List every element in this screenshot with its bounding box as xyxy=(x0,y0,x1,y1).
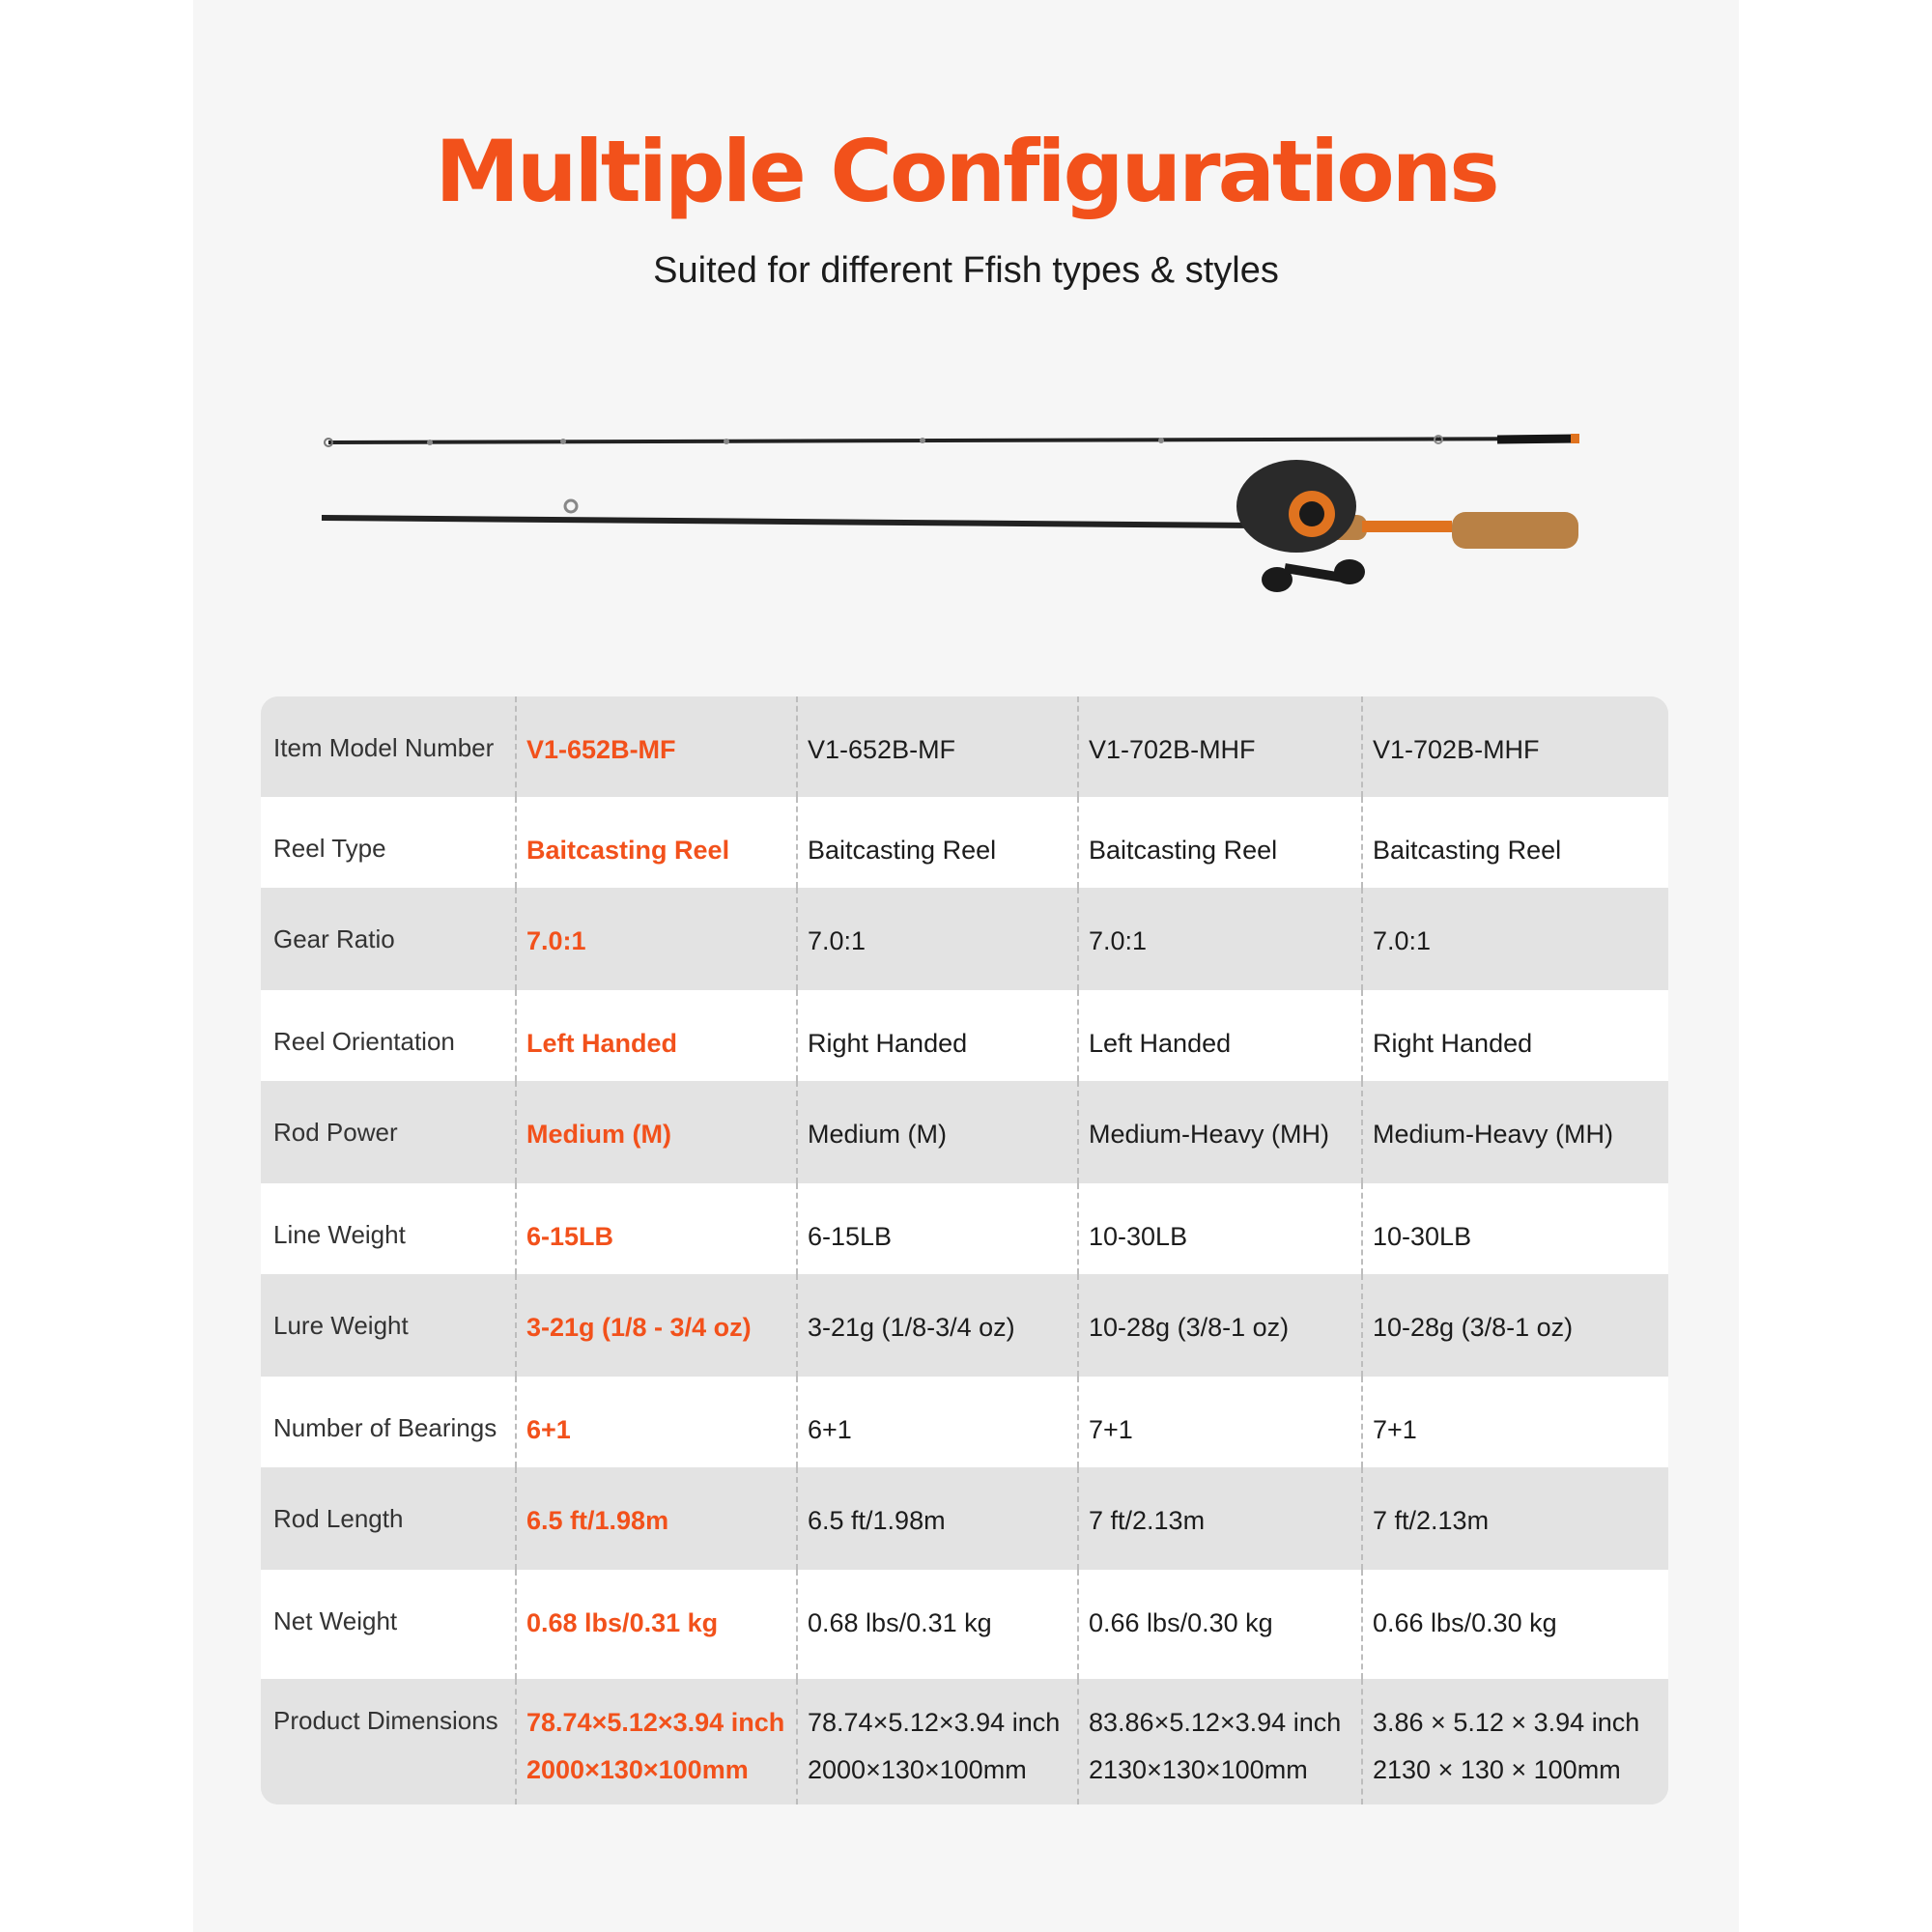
cell-text: Left Handed xyxy=(1089,1029,1232,1058)
cell-text: Right Handed xyxy=(1373,1029,1533,1058)
cell-text: 0.66 lbs/0.30 kg xyxy=(1373,1608,1557,1637)
row-label: Line Weight xyxy=(273,1220,406,1249)
cell-text: V1-702B-MHF xyxy=(1373,735,1540,764)
table-row xyxy=(261,1570,1668,1679)
highlighted-value-cell xyxy=(515,797,796,888)
value-cell xyxy=(1077,1377,1361,1467)
highlighted-value-cell xyxy=(515,1081,796,1183)
value-cell xyxy=(796,888,1077,990)
highlighted-value-cell xyxy=(515,1679,796,1804)
table-row xyxy=(261,797,1668,888)
value-cell xyxy=(1077,888,1361,990)
cell-text: Baitcasting Reel xyxy=(1373,836,1562,865)
value-cell xyxy=(1077,1274,1361,1377)
value-cell xyxy=(1361,1467,1668,1570)
rod-butt-section xyxy=(322,500,1578,549)
value-cell xyxy=(796,1377,1077,1467)
highlighted-value-cell xyxy=(515,1467,796,1570)
table-row xyxy=(261,990,1668,1081)
cell-text: Medium-Heavy (MH) xyxy=(1373,1120,1614,1149)
baitcasting-reel xyxy=(1236,460,1365,592)
cell-text: 0.68 lbs/0.31 kg xyxy=(808,1608,992,1637)
cell-text: Baitcasting Reel xyxy=(526,836,730,865)
cell-text: 7+1 xyxy=(1373,1415,1417,1444)
value-cell xyxy=(796,1081,1077,1183)
cell-text: 7.0:1 xyxy=(526,926,586,955)
highlighted-value-cell xyxy=(515,1570,796,1679)
cell-text: 78.74×5.12×3.94 inch xyxy=(808,1708,1061,1737)
cell-text: Medium-Heavy (MH) xyxy=(1089,1120,1330,1149)
cell-text: 10-28g (3/8-1 oz) xyxy=(1089,1313,1290,1342)
value-cell xyxy=(1361,888,1668,990)
cell-text: 7 ft/2.13m xyxy=(1089,1506,1206,1535)
cell-text: 10-28g (3/8-1 oz) xyxy=(1373,1313,1574,1342)
cell-text: 7.0:1 xyxy=(1373,926,1432,955)
cell-text: V1-652B-MF xyxy=(526,735,676,764)
value-cell xyxy=(796,990,1077,1081)
value-cell xyxy=(1077,1570,1361,1679)
cell-text: 10-30LB xyxy=(1089,1222,1188,1251)
row-label: Net Weight xyxy=(273,1606,398,1635)
spec-table xyxy=(261,696,1668,1804)
value-cell xyxy=(796,797,1077,888)
cell-text: Baitcasting Reel xyxy=(1089,836,1278,865)
row-label: Rod Length xyxy=(273,1504,404,1533)
highlighted-value-cell xyxy=(515,990,796,1081)
cell-text-line2: 2000×130×100mm xyxy=(526,1755,749,1784)
table-row xyxy=(261,888,1668,990)
row-label: Product Dimensions xyxy=(273,1706,498,1735)
cell-text-line2: 2130 × 130 × 100mm xyxy=(1373,1755,1621,1784)
row-label: Reel Orientation xyxy=(273,1027,455,1056)
cell-text: 7+1 xyxy=(1089,1415,1133,1444)
value-cell xyxy=(1361,797,1668,888)
cell-text: 0.66 lbs/0.30 kg xyxy=(1089,1608,1273,1637)
cell-text: 6+1 xyxy=(526,1415,571,1444)
value-cell xyxy=(1361,1081,1668,1183)
row-label: Gear Ratio xyxy=(273,924,395,953)
highlighted-value-cell xyxy=(515,696,796,797)
cell-text: Baitcasting Reel xyxy=(808,836,997,865)
cell-text: 6-15LB xyxy=(526,1222,614,1251)
table-row xyxy=(261,1467,1668,1570)
value-cell xyxy=(1361,1183,1668,1274)
value-cell xyxy=(796,1467,1077,1570)
cell-text-line2: 2130×130×100mm xyxy=(1089,1755,1308,1784)
value-cell xyxy=(1077,1183,1361,1274)
cell-text: 10-30LB xyxy=(1373,1222,1472,1251)
row-label: Lure Weight xyxy=(273,1311,409,1340)
value-cell xyxy=(796,1679,1077,1804)
cell-text: 6+1 xyxy=(808,1415,852,1444)
table-row xyxy=(261,1183,1668,1274)
table-row xyxy=(261,1274,1668,1377)
cell-text: 6.5 ft/1.98m xyxy=(526,1506,669,1535)
value-cell xyxy=(1077,797,1361,888)
value-cell xyxy=(796,696,1077,797)
table-row xyxy=(261,1377,1668,1467)
fishing-rod-combo-image xyxy=(290,406,1642,628)
cell-text: 3-21g (1/8-3/4 oz) xyxy=(808,1313,1015,1342)
value-cell xyxy=(1361,1274,1668,1377)
cell-text: 7.0:1 xyxy=(1089,926,1148,955)
value-cell xyxy=(1077,1679,1361,1804)
cell-text-line2: 2000×130×100mm xyxy=(808,1755,1027,1784)
highlighted-value-cell xyxy=(515,1377,796,1467)
value-cell xyxy=(1077,696,1361,797)
highlighted-value-cell xyxy=(515,1183,796,1274)
value-cell xyxy=(1361,1377,1668,1467)
cell-text: 7 ft/2.13m xyxy=(1373,1506,1490,1535)
value-cell xyxy=(1361,1679,1668,1804)
value-cell xyxy=(1361,990,1668,1081)
cell-text: V1-652B-MF xyxy=(808,735,956,764)
page-subtitle: Suited for different Ffish types & styles xyxy=(653,250,1279,291)
cell-text: Right Handed xyxy=(808,1029,968,1058)
rod-tip-section xyxy=(325,434,1579,446)
cell-text: V1-702B-MHF xyxy=(1089,735,1256,764)
row-label: Rod Power xyxy=(273,1118,398,1147)
value-cell xyxy=(1077,990,1361,1081)
value-cell xyxy=(1077,1467,1361,1570)
cell-text: 3-21g (1/8 - 3/4 oz) xyxy=(526,1313,752,1342)
cell-text: 78.74×5.12×3.94 inch xyxy=(526,1708,785,1737)
highlighted-value-cell xyxy=(515,1274,796,1377)
page-title: Multiple Configurations xyxy=(435,122,1497,221)
cell-text: 83.86×5.12×3.94 inch xyxy=(1089,1708,1342,1737)
value-cell xyxy=(796,1570,1077,1679)
cell-text: Left Handed xyxy=(526,1029,678,1058)
value-cell xyxy=(1077,1081,1361,1183)
row-label: Number of Bearings xyxy=(273,1413,497,1442)
table-row xyxy=(261,1679,1668,1804)
product-card xyxy=(193,0,1739,1932)
table-row xyxy=(261,696,1668,797)
row-label: Reel Type xyxy=(273,834,386,863)
cell-text: Medium (M) xyxy=(808,1120,948,1149)
value-cell xyxy=(796,1183,1077,1274)
highlighted-value-cell xyxy=(515,888,796,990)
cell-text: 6.5 ft/1.98m xyxy=(808,1506,946,1535)
cell-text: Medium (M) xyxy=(526,1120,671,1149)
cell-text: 6-15LB xyxy=(808,1222,893,1251)
row-label: Item Model Number xyxy=(273,733,495,762)
value-cell xyxy=(1361,1570,1668,1679)
value-cell xyxy=(1361,696,1668,797)
cell-text: 7.0:1 xyxy=(808,926,867,955)
cell-text: 0.68 lbs/0.31 kg xyxy=(526,1608,719,1637)
cell-text: 3.86 × 5.12 × 3.94 inch xyxy=(1373,1708,1640,1737)
table-row xyxy=(261,1081,1668,1183)
value-cell xyxy=(796,1274,1077,1377)
